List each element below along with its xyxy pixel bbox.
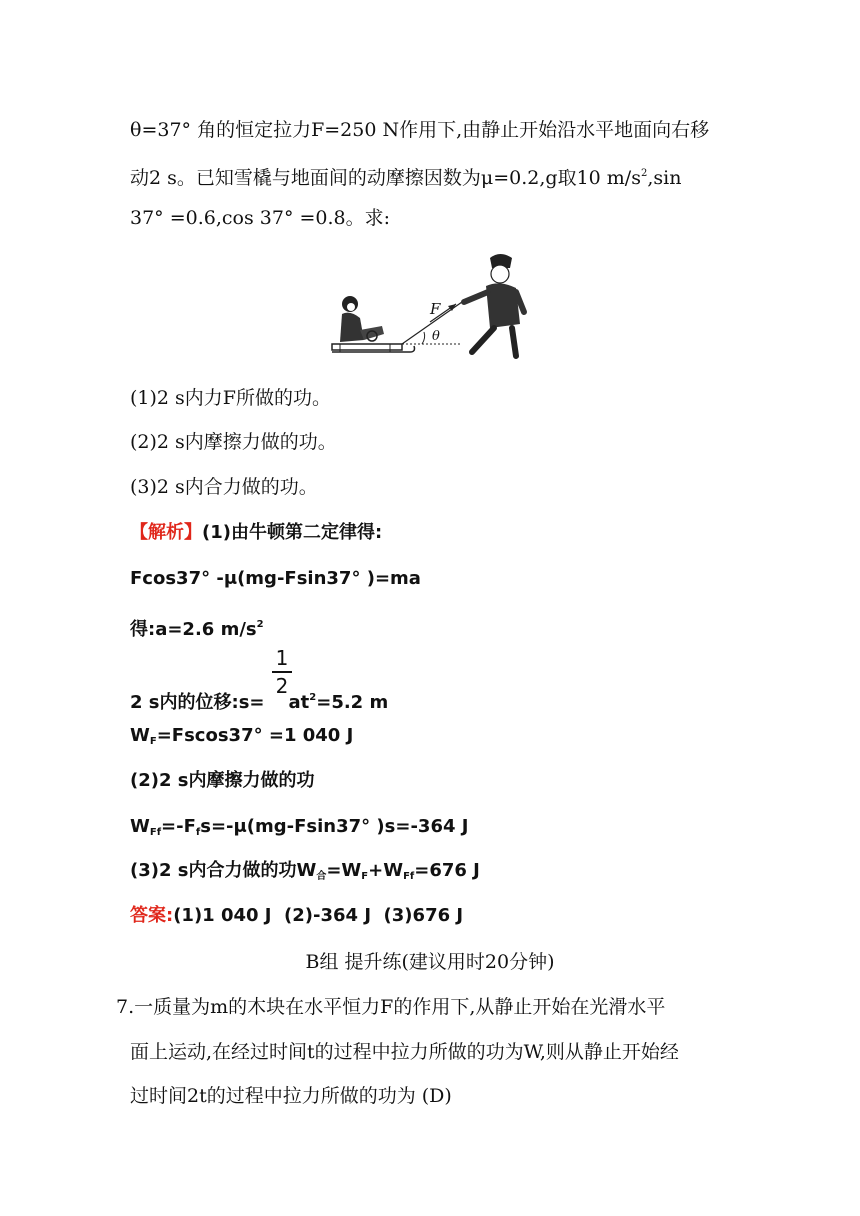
fraction-bar <box>272 671 292 673</box>
equation-5-text: s=-μ(mg-Fsin37° )s=-364 J <box>200 816 469 837</box>
work-symbol: W <box>130 725 150 746</box>
solution-intro <box>130 521 382 545</box>
problem-line-1: θ=37° 角的恒定拉力F=250 N作用下,由静止开始沿水平地面向右移 <box>130 119 710 141</box>
equation-2 <box>130 613 264 642</box>
problem-line-2-end: ,sin <box>647 167 682 189</box>
question-3: (3)2 s内合力做的功。 <box>130 476 318 498</box>
fraction-denominator: 2 <box>275 674 289 698</box>
problem-line-3: 37° =0.6,cos 37° =0.8。求: <box>130 207 391 229</box>
answer-line <box>130 904 463 928</box>
equation-1: Fcos37° -μ(mg-Fsin37° )=ma <box>130 568 421 589</box>
subscript: f <box>195 827 201 838</box>
angle-label: θ <box>432 329 440 344</box>
problem-7-line-1: 7.一质量为m的木块在水平恒力F的作用下,从静止开始在光滑水平 <box>116 996 666 1018</box>
subscript: F <box>149 736 157 747</box>
problem-7-line-3: 过时间2t的过程中拉力所做的功为 (D) <box>130 1085 452 1107</box>
part-3-mid: =W <box>326 860 362 881</box>
answer-label: 答案: <box>130 905 174 926</box>
equation-4 <box>130 724 353 754</box>
child-icon <box>340 296 384 342</box>
superscript: 2 <box>309 692 317 703</box>
subscript: Ff <box>149 827 162 838</box>
subscript: Ff <box>403 871 415 882</box>
angle-arc-icon <box>422 332 425 344</box>
section-b-heading: B组 提升练(建议用时20分钟) <box>305 951 555 973</box>
equation-3 <box>130 686 388 715</box>
force-label: F <box>430 300 441 318</box>
sled-icon <box>332 344 415 352</box>
solution-tag: 【解析】 <box>130 522 202 543</box>
superscript: 2 <box>640 168 648 179</box>
question-1: (1)2 s内力F所做的功。 <box>130 387 331 409</box>
problem-line-2 <box>130 162 681 190</box>
superscript: 2 <box>256 619 264 630</box>
problem-7-line-2: 面上运动,在经过时间t的过程中拉力所做的功为W,则从静止开始经 <box>130 1041 679 1063</box>
problem-line-2-text: 动2 s。已知雪橇与地面间的动摩擦因数为μ=0.2,g取10 m/s <box>130 167 641 189</box>
solution-intro-text: (1)由牛顿第二定律得: <box>202 522 383 543</box>
work-symbol: W <box>130 816 150 837</box>
equation-5 <box>130 815 468 845</box>
equation-3-text: 2 s内的位移:s= <box>130 692 265 713</box>
equation-5-mid: =-F <box>161 816 196 837</box>
equation-3-mid: at <box>288 692 310 713</box>
part-3-text: (3)2 s内合力做的功W <box>130 860 317 881</box>
part-2-heading: (2)2 s内摩擦力做的功 <box>130 770 315 791</box>
answer-text: (1)1 040 J (2)-364 J (3)676 J <box>173 905 464 926</box>
part-3-line <box>130 859 480 889</box>
part-3-mid2: +W <box>368 860 404 881</box>
sled-illustration <box>330 252 530 364</box>
subscript: F <box>361 871 369 882</box>
adult-icon <box>464 254 524 356</box>
equation-3-end: =5.2 m <box>316 692 389 713</box>
subscript: 合 <box>316 871 327 882</box>
question-2: (2)2 s内摩擦力做的功。 <box>130 431 337 453</box>
part-3-end: =676 J <box>414 860 480 881</box>
fraction-numerator: 1 <box>275 646 289 670</box>
equation-2-text: 得:a=2.6 m/s <box>130 619 257 640</box>
equation-4-text: =Fscos37° =1 040 J <box>156 725 354 746</box>
